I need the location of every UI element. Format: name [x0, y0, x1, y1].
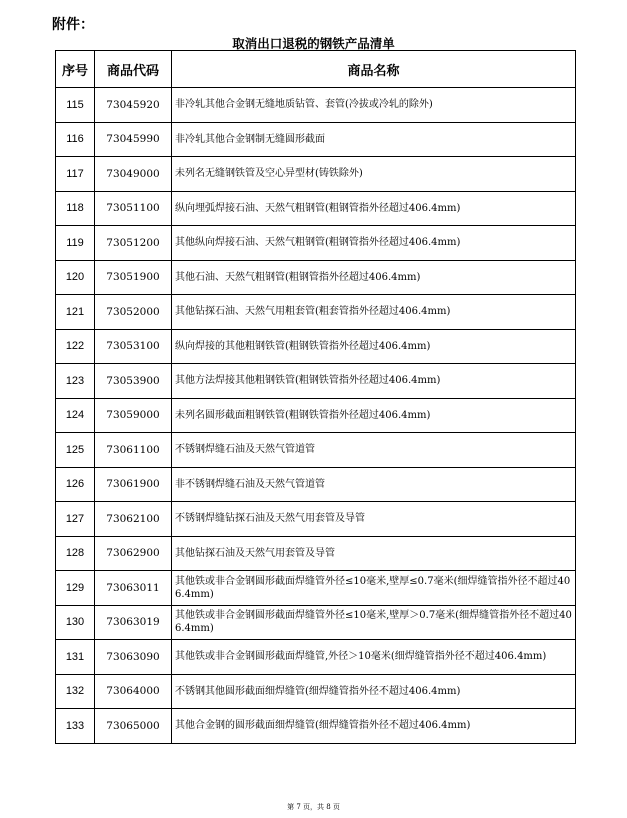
product-name-cell: 其他钻探石油、天然气用粗套管(粗套管指外径超过406.4mm): [172, 295, 576, 330]
product-name-cell: 未列名无缝钢铁管及空心异型材(铸铁除外): [172, 157, 576, 192]
table-row: [56, 88, 576, 123]
table-row: [56, 674, 576, 709]
serial-number-cell: 128: [56, 536, 95, 571]
product-code-cell: 73061100: [95, 433, 172, 468]
serial-number-cell: 119: [56, 226, 95, 261]
product-code-cell: 73045990: [95, 122, 172, 157]
serial-number-cell: 133: [56, 709, 95, 744]
product-code-cell: 73061900: [95, 467, 172, 502]
table-body: [56, 88, 576, 744]
serial-number-cell: 121: [56, 295, 95, 330]
product-code-cell: 73053900: [95, 364, 172, 399]
product-name-cell: 未列名圆形截面粗钢铁管(粗钢铁管指外径超过406.4mm): [172, 398, 576, 433]
table-row: [56, 709, 576, 744]
serial-number-cell: 127: [56, 502, 95, 537]
serial-number-cell: 124: [56, 398, 95, 433]
page-footer: 第 7 页，共 8 页: [287, 803, 340, 811]
table-row: [56, 191, 576, 226]
table-row: [56, 502, 576, 537]
product-name-cell: 非冷轧其他合金钢制无缝圆形截面: [172, 122, 576, 157]
product-code-cell: 73052000: [95, 295, 172, 330]
table-row: [56, 398, 576, 433]
product-code-cell: 73063090: [95, 640, 172, 675]
document-title: 取消出口退税的钢铁产品清单: [232, 36, 395, 51]
product-code-cell: 73045920: [95, 88, 172, 123]
serial-number-cell: 130: [56, 605, 95, 640]
product-name-cell: 不锈钢其他圆形截面细焊缝管(细焊缝管指外径不超过406.4mm): [172, 674, 576, 709]
table-row: [56, 467, 576, 502]
product-code-cell: 73063019: [95, 605, 172, 640]
serial-number-cell: 122: [56, 329, 95, 364]
table-row: [56, 260, 576, 295]
product-name-cell: 其他铁或非合金钢圆形截面焊缝管外径≤10毫米,壁厚＞0.7毫米(细焊缝管指外径不超过406.4mm): [172, 605, 576, 640]
product-name-cell: 其他铁或非合金钢圆形截面焊缝管,外径＞10毫米(细焊缝管指外径不超过406.4mm): [172, 640, 576, 675]
product-name-cell: 不锈钢焊缝钻探石油及天然气用套管及导管: [172, 502, 576, 537]
product-name-cell: 纵向焊接的其他粗钢铁管(粗钢铁管指外径超过406.4mm): [172, 329, 576, 364]
product-code-cell: 73064000: [95, 674, 172, 709]
product-name-cell: 其他钻探石油及天然气用套管及导管: [172, 536, 576, 571]
serial-number-cell: 131: [56, 640, 95, 675]
product-code-cell: 73065000: [95, 709, 172, 744]
product-name-cell: 其他方法焊接其他粗钢铁管(粗钢铁管指外径超过406.4mm): [172, 364, 576, 399]
product-code-cell: 73059000: [95, 398, 172, 433]
header-serial-number: 序号: [56, 51, 95, 88]
table-row: [56, 364, 576, 399]
serial-number-cell: 116: [56, 122, 95, 157]
table-row: [56, 536, 576, 571]
serial-number-cell: 117: [56, 157, 95, 192]
product-code-cell: 73051100: [95, 191, 172, 226]
table-row: [56, 605, 576, 640]
table-row: [56, 640, 576, 675]
product-code-cell: 73049000: [95, 157, 172, 192]
serial-number-cell: 126: [56, 467, 95, 502]
header-product-code: 商品代码: [95, 51, 172, 88]
table-row: [56, 329, 576, 364]
serial-number-cell: 132: [56, 674, 95, 709]
header-product-name: 商品名称: [172, 51, 576, 88]
product-table: [55, 50, 576, 744]
serial-number-cell: 129: [56, 571, 95, 606]
product-name-cell: 其他铁或非合金钢圆形截面焊缝管外径≤10毫米,壁厚≤0.7毫米(细焊缝管指外径不超过406.4mm): [172, 571, 576, 606]
table-row: [56, 122, 576, 157]
serial-number-cell: 115: [56, 88, 95, 123]
product-code-cell: 73051200: [95, 226, 172, 261]
table-row: [56, 295, 576, 330]
serial-number-cell: 123: [56, 364, 95, 399]
table-row: [56, 571, 576, 606]
attachment-label: 附件：: [52, 17, 94, 33]
table-row: [56, 433, 576, 468]
product-code-cell: 73062100: [95, 502, 172, 537]
product-name-cell: 其他石油、天然气粗钢管(粗钢管指外径超过406.4mm): [172, 260, 576, 295]
product-code-cell: 73051900: [95, 260, 172, 295]
table-row: [56, 226, 576, 261]
serial-number-cell: 125: [56, 433, 95, 468]
product-code-cell: 73053100: [95, 329, 172, 364]
product-code-cell: 73063011: [95, 571, 172, 606]
product-name-cell: 非不锈钢焊缝石油及天然气管道管: [172, 467, 576, 502]
product-name-cell: 不锈钢焊缝石油及天然气管道管: [172, 433, 576, 468]
serial-number-cell: 120: [56, 260, 95, 295]
serial-number-cell: 118: [56, 191, 95, 226]
product-name-cell: 其他纵向焊接石油、天然气粗钢管(粗钢管指外径超过406.4mm): [172, 226, 576, 261]
product-name-cell: 纵向埋弧焊接石油、天然气粗钢管(粗钢管指外径超过406.4mm): [172, 191, 576, 226]
product-code-cell: 73062900: [95, 536, 172, 571]
table-header-row: [56, 51, 576, 88]
table-row: [56, 157, 576, 192]
product-name-cell: 其他合金钢的圆形截面细焊缝管(细焊缝管指外径不超过406.4mm): [172, 709, 576, 744]
product-name-cell: 非冷轧其他合金钢无缝地质钻管、套管(冷拔或冷轧的除外): [172, 88, 576, 123]
